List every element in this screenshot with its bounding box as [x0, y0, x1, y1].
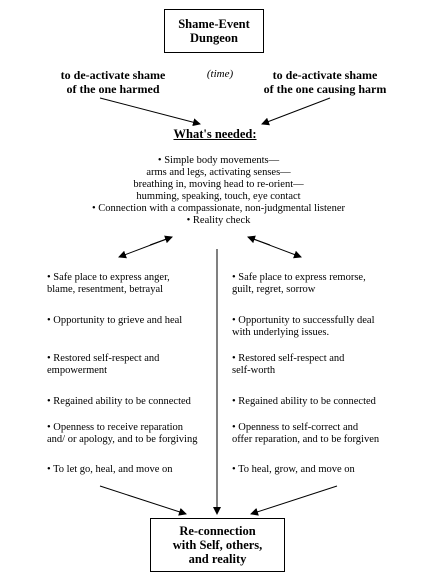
- left-item-5-line2: and/ or apology, and to be forgiving: [47, 434, 198, 445]
- needs-line-1: • Simple body movements—: [157, 155, 280, 166]
- shame-event-dungeon-box: [164, 9, 264, 53]
- right-item-3: [232, 353, 417, 377]
- arrow-left-back: [150, 237, 172, 245]
- arrow-right-to-needed: [262, 98, 330, 124]
- arrow-right-back: [248, 237, 270, 245]
- right-item-1: [232, 272, 417, 296]
- right-item-4-line1: • Regained ability to be connected: [232, 396, 376, 407]
- arrow-left-to-bottom: [100, 486, 186, 514]
- top-box-line1: Shame-Event: [178, 17, 250, 31]
- left-item-3-line1: • Restored self-respect and: [47, 353, 160, 364]
- left-item-3-line2: empowerment: [47, 365, 108, 376]
- left-heading-line1: to de-activate shame: [60, 68, 166, 82]
- arrow-right-to-bottom: [251, 486, 337, 514]
- needs-line-2: arms and legs, activating senses—: [146, 167, 291, 178]
- right-item-6-line1: • To heal, grow, and move on: [232, 464, 355, 475]
- needs-list: [70, 155, 367, 227]
- left-item-5-line1: • Openness to receive reparation: [47, 422, 184, 433]
- bottom-box-line1: Re-connection: [179, 524, 256, 538]
- left-item-1: [47, 272, 219, 296]
- right-item-1-line1: • Safe place to express remorse,: [232, 272, 366, 283]
- left-item-6: [47, 464, 219, 476]
- right-item-1-line2: guilt, regret, sorrow: [232, 284, 316, 295]
- right-item-5-line2: offer reparation, and to be forgiven: [232, 434, 380, 445]
- right-item-4: [232, 396, 417, 408]
- left-item-1-line1: • Safe place to express anger,: [47, 272, 170, 283]
- right-item-5-line1: • Openness to self-correct and: [232, 422, 359, 433]
- needs-line-3: breathing in, moving head to re-orient—: [133, 179, 304, 190]
- arrow-left-to-needed: [100, 98, 200, 124]
- left-item-2-line1: • Opportunity to grieve and heal: [47, 315, 183, 326]
- right-item-3-line2: self-worth: [232, 365, 276, 376]
- top-box-line2: Dungeon: [190, 31, 238, 45]
- right-item-3-line1: • Restored self-respect and: [232, 353, 345, 364]
- left-heading: [48, 68, 178, 96]
- right-item-2-line1: • Opportunity to successfully deal: [232, 315, 375, 326]
- left-item-4-line1: • Regained ability to be connected: [47, 396, 191, 407]
- needs-line-5: • Connection with a compassionate, non-judgmental listener: [92, 203, 345, 214]
- right-heading: [245, 68, 405, 96]
- left-heading-line2: of the one harmed: [66, 82, 160, 96]
- right-item-5: [232, 422, 417, 446]
- left-item-2: [47, 315, 219, 327]
- left-item-6-line1: • To let go, heal, and move on: [47, 464, 173, 475]
- left-item-5: [47, 422, 219, 446]
- right-item-2: [232, 315, 417, 339]
- needs-line-4: humming, speaking, touch, eye contact: [136, 191, 301, 202]
- needs-line-6: • Reality check: [186, 215, 251, 226]
- time-label: (time): [206, 68, 234, 80]
- right-item-2-line2: with underlying issues.: [232, 327, 330, 338]
- needed-title: What's needed:: [173, 127, 257, 141]
- left-item-3: [47, 353, 219, 377]
- reconnection-box: [150, 518, 285, 572]
- left-item-4: [47, 396, 219, 408]
- bottom-box-line2: with Self, others,: [172, 538, 263, 552]
- right-heading-line2: of the one causing harm: [263, 82, 387, 96]
- right-heading-line1: to de-activate shame: [272, 68, 378, 82]
- bottom-box-line3: and reality: [188, 552, 247, 566]
- left-item-1-line2: blame, resentment, betrayal: [47, 284, 164, 295]
- right-item-6: [232, 464, 417, 476]
